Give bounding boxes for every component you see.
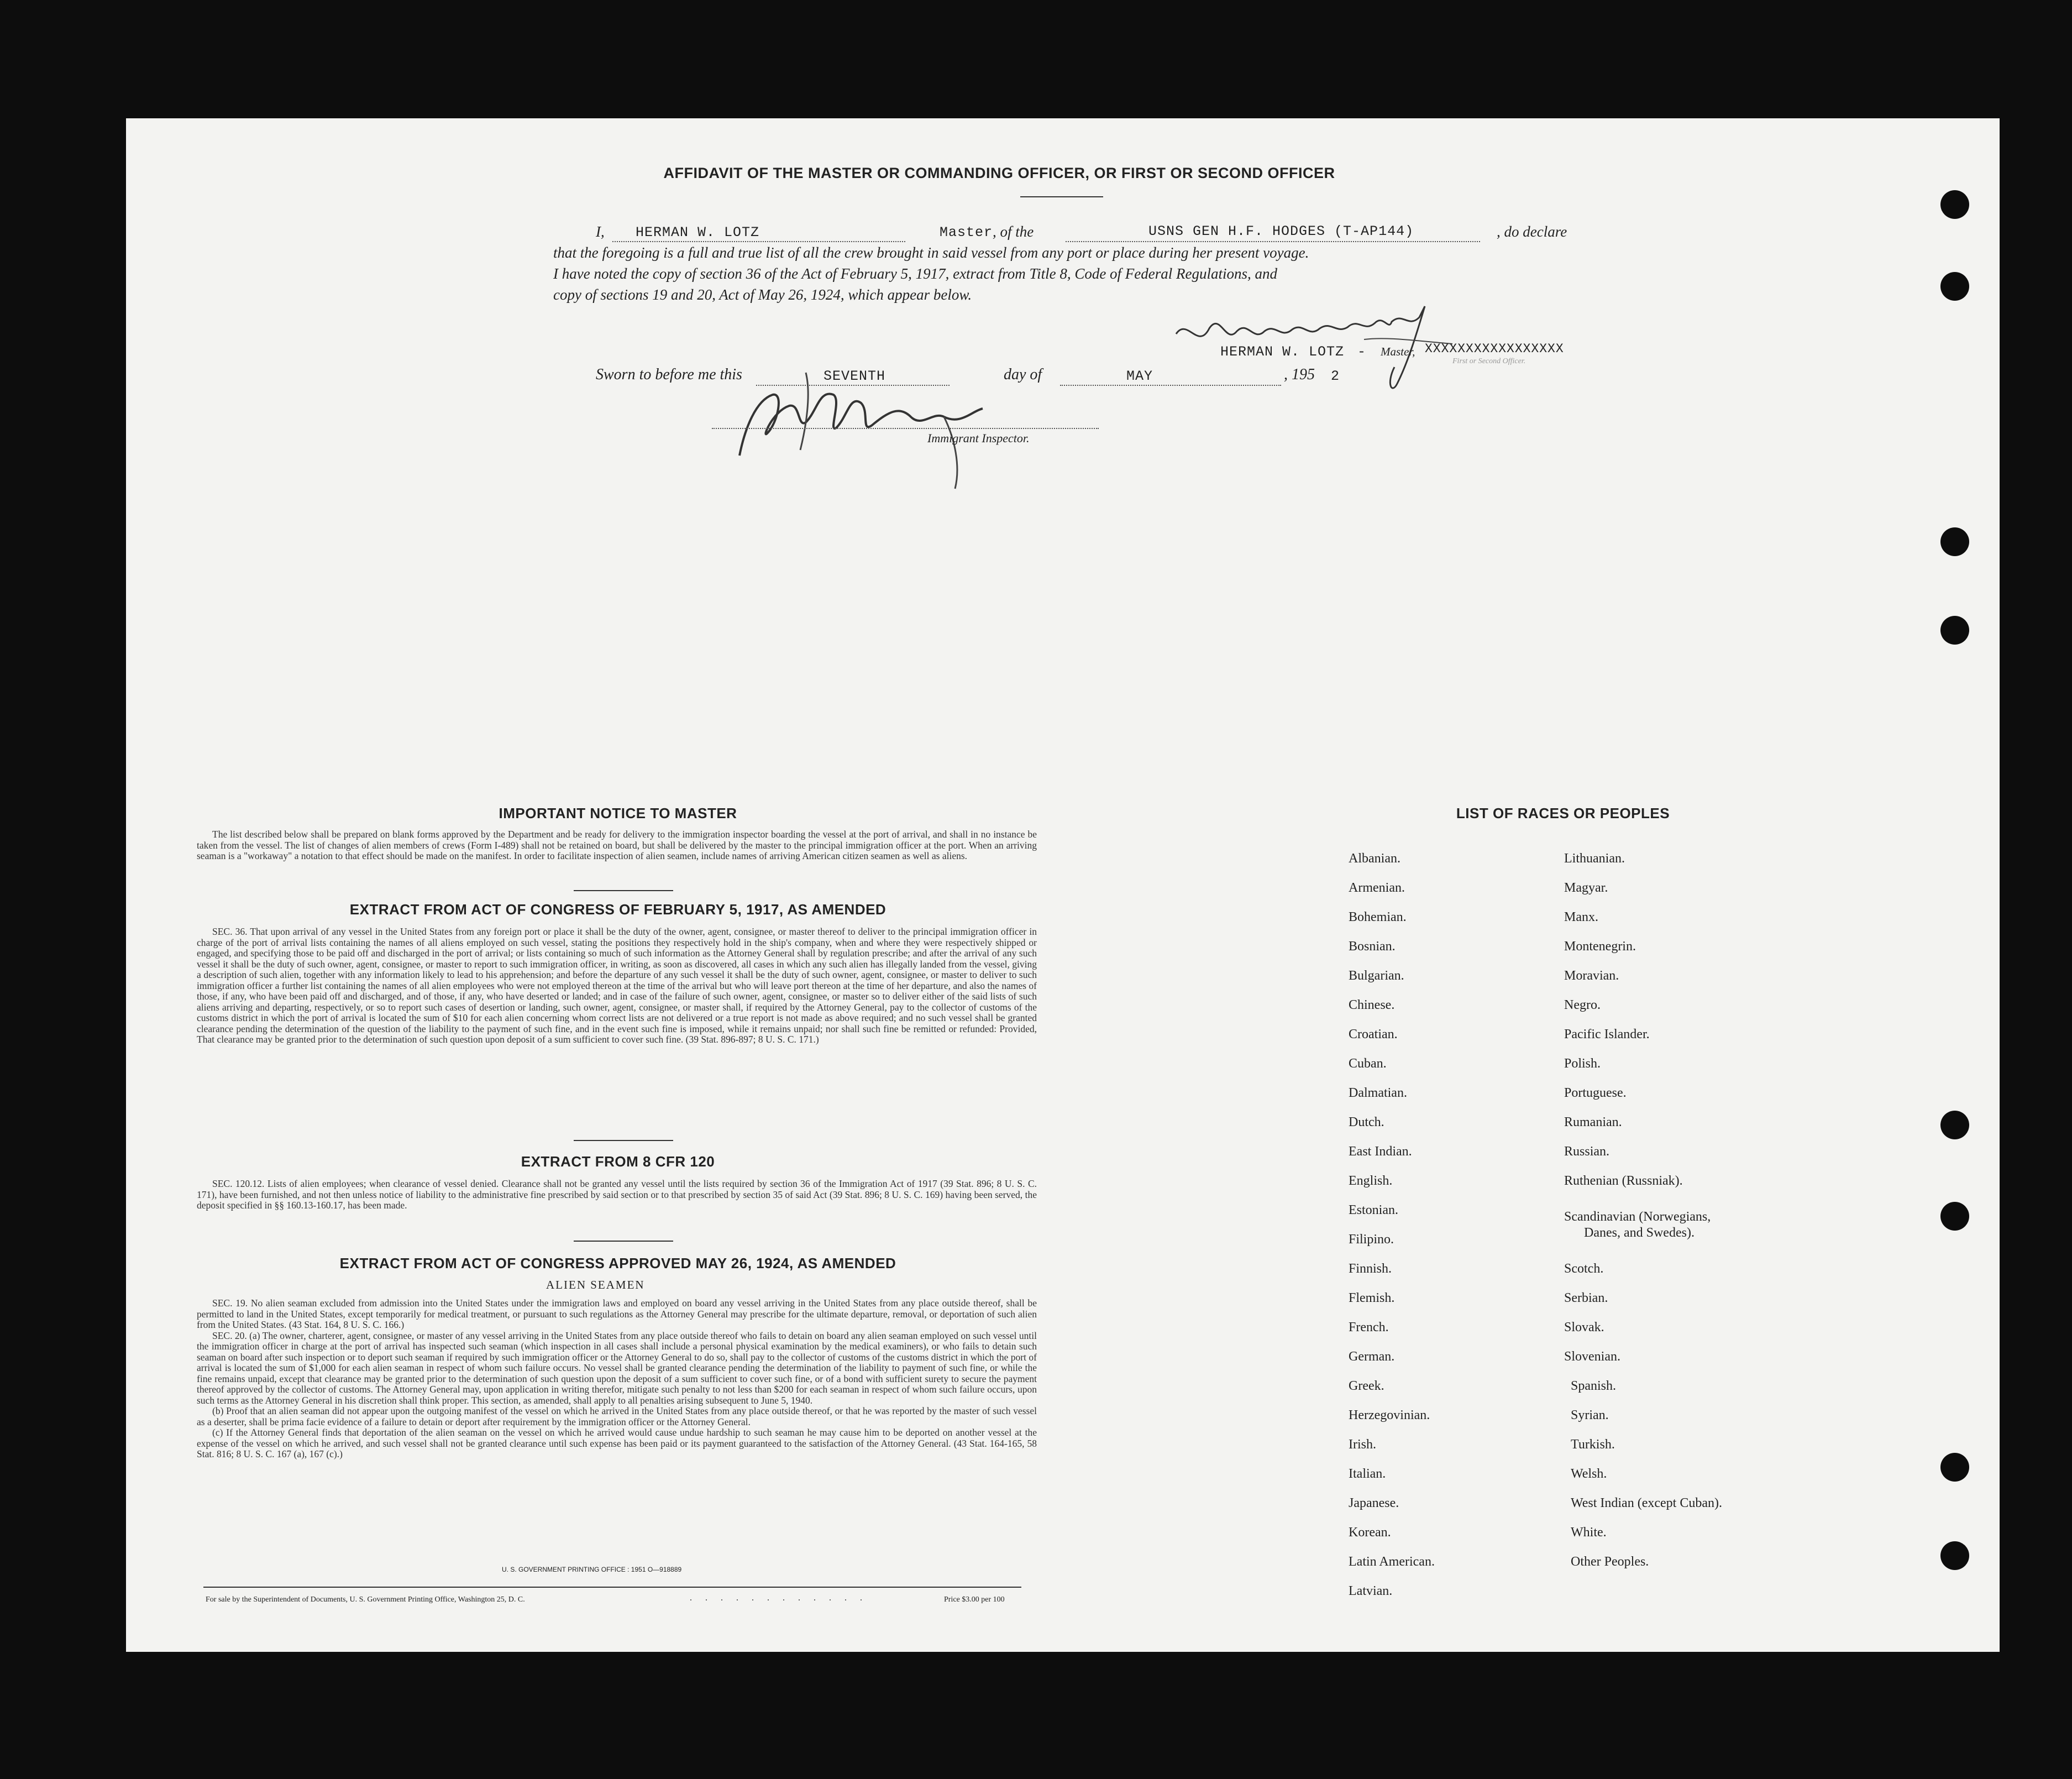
extract-1924-body [197,1298,1037,1460]
race-right-item: Pacific Islander. [1564,1027,1650,1042]
signer-dash: - [1357,344,1367,360]
race-left-item: Bohemian. [1349,910,1407,924]
punch-hole [1940,1541,1969,1570]
notice-text: The list described below shall be prepared on blank forms approved by the Department and be ready for delivery to the immigration inspector boarding the vessel at the port of arrival, and shall in no instance be taken from the vessel. The list of changes of alien members of crews (Form I-489) shall not be retained on board, but shall be delivered by the master to the principal immigration officer at the port. When an arriving seaman is a "workaway" a notation to that effect should be made on the manifest. In order to facilitate inspection of alien seamen, include names of arriving American citizen seamen as well as aliens. [197,829,1037,861]
race-left-item: English. [1349,1174,1393,1188]
punch-hole [1940,272,1969,301]
sec-120-12-text: SEC. 120.12. Lists of alien employees; when clearance of vessel denied. Clearance shall not be granted any vessel until the lists required by section 36 of the Immigration Act of 1917 (39 Stat. 896; 8 U. S. C. 171), have been furnished, and not then unless notice of liability to the administrative fine prescribed by said section or to that prescribed by section 35 of said Act (39 Stat. 896; 8 U. S. C. 169) having been served, the deposit specified in §§ 160.13-160.17, has been made. [197,1178,1037,1211]
printing-office-line: U. S. GOVERNMENT PRINTING OFFICE : 1951 O—918889 [502,1566,682,1573]
divider [574,1241,673,1242]
race-left-item: Dutch. [1349,1115,1384,1129]
inspector-label: Immigrant Inspector. [927,431,1030,445]
rank-value: Master [940,224,993,240]
races-title: LIST OF RACES OR PEOPLES [1456,805,1670,822]
race-right-item: Other Peoples. [1571,1555,1649,1569]
race-left-item: Italian. [1349,1467,1386,1481]
race-left-item: Armenian. [1349,881,1405,895]
race-left-item: Albanian. [1349,851,1400,866]
punch-hole [1940,1111,1969,1139]
title-underline [1020,196,1103,197]
signer-typed-name: HERMAN W. LOTZ [1220,344,1345,360]
race-left-item: Chinese. [1349,998,1395,1012]
race-right-item: Spanish. [1571,1379,1617,1393]
name-blank [612,241,905,242]
race-right-item: Magyar. [1564,881,1608,895]
race-right-item: Russian. [1564,1144,1610,1159]
race-left-item: Estonian. [1349,1203,1398,1217]
punch-hole [1940,527,1969,556]
race-left-item: Herzegovinian. [1349,1408,1430,1422]
race-left-item: Greek. [1349,1379,1384,1393]
race-right-item: Lithuanian. [1564,851,1625,866]
sec-19-text: SEC. 19. No alien seaman excluded from admission into the United States under the immigration laws and employed on board any vessel arriving in the United States from any place outside thereof, shall be permitted to land in the United States, except temporarily for medical treatment, or pursuant to such regulations as the Attorney General may prescribe for the ultimate departure, removal, or deportation of such alien from the United States. (43 Stat. 164, 8 U. S. C. 166.) [197,1297,1037,1330]
race-right-item: Serbian. [1564,1291,1608,1305]
sec-36-text: SEC. 36. That upon arrival of any vessel in the United States from any foreign port or place it shall be the duty of the owner, agent, consignee, or master thereof to deliver to the principal immigration officer in charge of the port of arrival lists containing the names of all aliens employed on such vessel, stating the positions they respectively hold in the ship's company, when and where they were respectively shipped or engaged, and specifying those to be paid off and discharged in the port of arrival; or lists containing so much of such information as the Attorney General shall by regulation prescribe; and after the arrival of any such vessel it shall be the duty of such owner, agent, consignee, or master to report to such immigration officer, in writing, as soon as discovered, all cases in which any such alien has illegally landed from the vessel, giving a description of such alien, together with any information likely to lead to his apprehension; and before the departure of any such vessel it shall be the duty of such owner, agent, consignee, or master to deliver to such immigration officer a further list containing the names of all alien employees who were not employed thereon at the time of the arrival but who will leave port thereon at the time of her departure, and also the names of those, if any, who have been paid off and discharged, and of those, if any, who have deserted or landed; and in case of the failure of such owner, agent, consignee, or master so to deliver either of the said lists of such aliens arriving and departing, respectively, or so to report such cases of desertion or landing, such owner, agent, consignee, or master shall, if required by the Attorney General, pay to the collector of customs of the customs district in which the port of arrival is located the sum of $10 for each alien concerning whom correct lists are not delivered or a true report is not made as above required; and no such vessel shall be granted clearance pending the determination of the question of the liability to the payment of such fine, and in the event such fine is imposed, while it remains unpaid; nor shall such fine be remitted or refunded: Provided, That clearance may be granted prior to the determination of such question upon deposit of a sum sufficient to cover such fine. (39 Stat. 896-897; 8 U. S. C. 171.) [197,926,1037,1045]
sec-20b-text: (b) Proof that an alien seaman did not appear upon the outgoing manifest of the vessel on which he arrived in the United States from any place outside thereof, or that he was reported by the master of such vessel as a deserter, shall be prima facie evidence of a failure to detain or deport after requirement by the immigration officer or the Attorney General. [197,1405,1037,1427]
race-right-item: Manx. [1564,910,1598,924]
extract-1917-title: EXTRACT FROM ACT OF CONGRESS OF FEBRUARY 5, 1917, AS AMENDED [349,901,886,918]
race-right-item: Slovenian. [1564,1349,1620,1364]
race-right-item: Turkish. [1571,1437,1615,1452]
race-left-item: Finnish. [1349,1262,1392,1276]
race-right-item: Moravian. [1564,969,1619,983]
race-left-item: Dalmatian. [1349,1086,1407,1100]
race-right-item: Scotch. [1564,1262,1604,1276]
footer-rule [203,1587,1021,1588]
extract-8cfr-body [197,1179,1037,1211]
inspector-signature [723,350,1143,494]
race-right-item: Ruthenian (Russniak). [1564,1174,1683,1188]
race-left-item: East Indian. [1349,1144,1412,1159]
document-page [126,118,2000,1652]
sec-20a-text: SEC. 20. (a) The owner, charterer, agent, consignee, or master of any vessel arriving in the United States from any place outside thereof who fails to detain on board any alien seaman employed on such vessel until the immigration officer in charge at the port of arrival has inspected such seaman (which inspection in all cases shall include a personal physical examination by the medical examiners), or who fails to detain such seaman on board after such inspection or to deport such seaman if required by such immigration officer or the Attorney General to do so, shall pay to the collector of customs of the customs district in which the port of arrival is located the sum of $1,000 for each alien seaman in respect of whom such failure occurs. No vessel shall be granted clearance pending the determination of the liability to payment of such fine, or while the fine remains unpaid, except that clearance may be granted prior to the determination of such question upon the deposit of a sum sufficient to cover such fine, or of a bond with sufficient surety to secure the payment thereof approved by the collector of customs. The Attorney General may, upon application in writing therefor, mitigate such penalty to not less than $200 for each seaman in respect of whom such failure occurs, upon such terms as the Attorney General in his discretion shall think proper. This section, as amended, shall apply to all penalties arising subsequent to June 5, 1940. [197,1330,1037,1406]
year-suffix: 2 [1331,368,1340,384]
race-left-item: Croatian. [1349,1027,1398,1042]
race-right-item: Polish. [1564,1056,1601,1071]
sworn-label: Sworn to before me this [596,366,742,383]
extract-8cfr-title: EXTRACT FROM 8 CFR 120 [521,1153,715,1170]
race-left-item: Latin American. [1349,1555,1435,1569]
sworn-month: MAY [1126,368,1153,384]
divider [574,1140,673,1141]
price-text: Price $3.00 per 100 [944,1595,1005,1604]
race-right-item: Portuguese. [1564,1086,1627,1100]
race-right-item: Syrian. [1571,1408,1609,1422]
race-right-item: White. [1571,1525,1607,1540]
affidavit-line-3: I have noted the copy of section 36 of the Act of February 5, 1917, extract from Title 8, Code of Federal Regulations, and [553,265,1278,282]
master-name: HERMAN W. LOTZ [636,224,760,240]
sworn-day: SEVENTH [823,368,886,384]
signer-title: Master, [1381,345,1415,358]
divider [574,890,673,891]
race-right-item: Negro. [1564,998,1601,1012]
punch-hole [1940,190,1969,219]
race-left-item: Filipino. [1349,1232,1394,1247]
sec-20c-text: (c) If the Attorney General finds that deportation of the alien seaman on the vessel on which he arrived would cause undue hardship to such seaman he may cause him to be deported on another vessel at the expense of the vessel on which he arrived, and such vessel shall not be granted clearance until such expense has been paid or its payment guaranteed to the satisfaction of the Attorney General. (43 Stat. 164-165, 58 Stat. 816; 8 U. S. C. 167 (a), 167 (c).) [197,1427,1037,1459]
race-left-item: Bosnian. [1349,939,1396,954]
affidavit-i-label: I, [596,223,605,240]
sale-dots: . . . . . . . . . . . . [690,1593,868,1603]
race-left-item: Japanese. [1349,1496,1399,1510]
sale-text: For sale by the Superintendent of Documents, U. S. Government Printing Office, Washington 25, D. C. [206,1595,525,1604]
race-left-item: Korean. [1349,1525,1391,1540]
race-right-item: Scandinavian (Norwegians, [1564,1210,1711,1224]
race-right-item: West Indian (except Cuban). [1571,1496,1722,1510]
punch-hole [1940,616,1969,645]
punch-hole [1940,1202,1969,1231]
race-right-item: Montenegrin. [1564,939,1636,954]
punch-hole [1940,1453,1969,1482]
of-the-label: , of the [993,223,1034,240]
race-right-item: Slovak. [1564,1320,1604,1335]
vessel-blank [1066,241,1480,242]
do-declare-label: , do declare [1497,223,1567,240]
vessel-name: USNS GEN H.F. HODGES (T-AP144) [1148,223,1414,239]
race-right-item: Rumanian. [1564,1115,1622,1129]
signer-title-tail: First or Second Officer. [1452,357,1526,365]
extract-1924-title: EXTRACT FROM ACT OF CONGRESS APPROVED MAY 26, 1924, AS AMENDED [339,1255,896,1272]
race-left-item: Bulgarian. [1349,969,1404,983]
signer-struck-text: XXXXXXXXXXXXXXXXX [1425,342,1564,356]
inspector-line [712,428,1099,429]
alien-seamen-subtitle: ALIEN SEAMEN [546,1278,645,1291]
affidavit-line-2: that the foregoing is a full and true list of all the crew brought in said vessel from any port or place during her present voyage. [553,244,1309,261]
race-left-item: German. [1349,1349,1395,1364]
race-left-item: Irish. [1349,1437,1376,1452]
race-right-item: Welsh. [1571,1467,1607,1481]
race-left-item: French. [1349,1320,1389,1335]
race-left-item: Cuban. [1349,1056,1387,1071]
day-of-label: day of [1004,366,1042,383]
race-left-item: Flemish. [1349,1291,1395,1305]
year-prefix: , 195 [1284,366,1315,383]
notice-title: IMPORTANT NOTICE TO MASTER [499,805,737,822]
affidavit-line-4: copy of sections 19 and 20, Act of May 26, 1924, which appear below. [553,286,972,303]
affidavit-title: AFFIDAVIT OF THE MASTER OR COMMANDING OFFICER, OR FIRST OR SECOND OFFICER [663,165,1335,181]
notice-body [197,829,1037,862]
race-left-item: Latvian. [1349,1584,1393,1598]
race-right-item: Danes, and Swedes). [1584,1226,1695,1240]
extract-1917-body [197,927,1037,1045]
